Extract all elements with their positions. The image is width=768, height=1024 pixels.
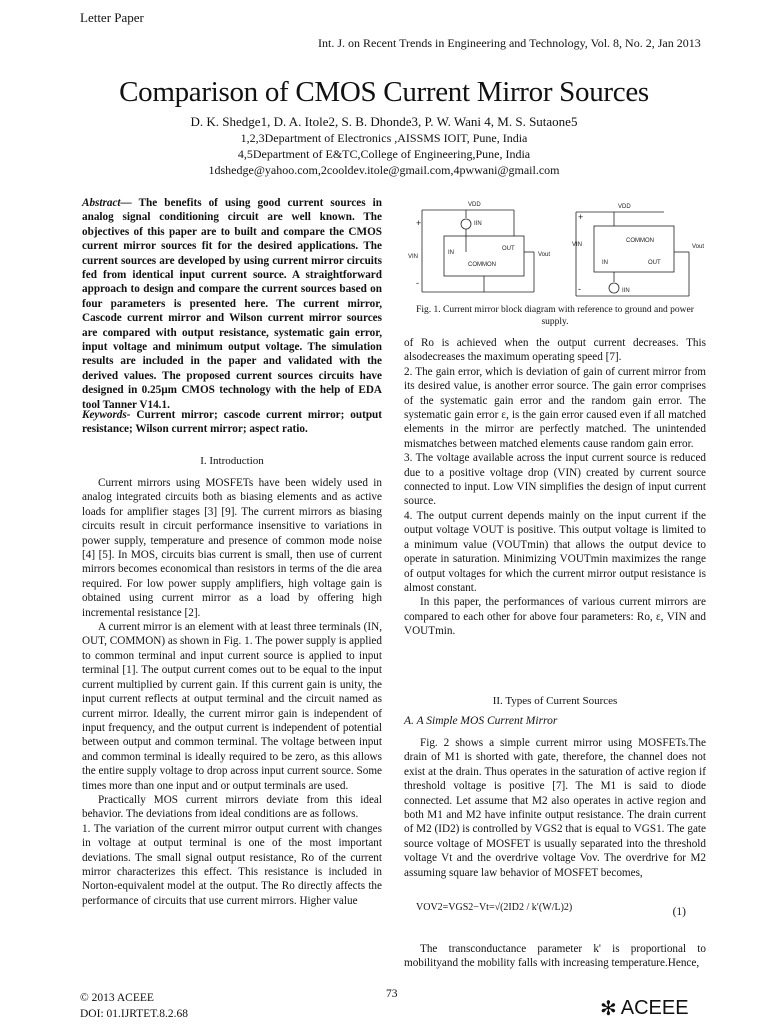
fig1-common-label-left: COMMON [468, 262, 496, 268]
fig1-vin-label-left: VIN [408, 254, 419, 260]
deviation-item-4: 4. The output current depends mainly on the input current if the output voltage VOUT is positive. This output voltage is limited to a minimum value (VOUTmin) that allows the output device to operate in saturation. Minimizing VOUTmin maximizes the range of output voltages for which the current mirror output resistance is almost constant. [404, 509, 706, 594]
fig1-in-label-right: IN [602, 260, 608, 266]
fig1-vout-label-left: Vout [538, 252, 551, 258]
fig1-minus-right: - [578, 284, 581, 294]
deviation-item-2: 2. The gain error, which is deviation of gain of current mirror from its desired value, is another error source. The gain error comprises of the systematic gain error and the random gain error. The systematic gain error ε, is the gain error caused even if all matched elements in the mirror are perfectly matched. The unintended mismatches between matched elements cause random gain error. [404, 365, 706, 450]
affiliation-2: 4,5Department of E&TC,College of Engineering,Pune, India [237, 147, 531, 161]
fig1-iin-label-left: IIN [474, 221, 482, 227]
author-emails: 1dshedge@yahoo.com,2cooldev.itole@gmail.com,4pwwani@gmail.com [208, 163, 560, 177]
transconductance-paragraph [404, 942, 706, 971]
introduction-body [82, 476, 382, 908]
paper-title: Comparison of CMOS Current Mirror Sources [119, 76, 649, 108]
aceee-logo-text: ACEEE [620, 997, 689, 1019]
simple-mirror-paragraph-2: The transconductance parameter k' is proportional to mobilityand the mobility falls with increasing temperature.Hence, [404, 943, 706, 970]
intro-paragraph-1: Current mirrors using MOSFETs have been widely used in analog integrated circuits both as biasing elements and as active loads for amplifier stages [3] [9]. The current mirrors as biasing circuits result in circuit performance insensitive to variations in power supply, temperature and presence of common mode noise [4] [5]. In MOS, circuits bias current is small, then use of current mirrors becomes economical than resistors in terms of the die area required. For low power supply amplifiers, high voltage gain is obtained using current mirror as a load by offering high incremental resistance [2]. [82, 477, 382, 619]
equation-1-expression: VOV2=VGS2−Vt=√(2ID2 / k′(W/L)2) [416, 902, 573, 913]
abstract [82, 196, 382, 412]
fig1-common-label-right: COMMON [626, 238, 654, 244]
figure-1 [404, 196, 706, 300]
intro-paragraph-2: A current mirror is an element with at least three terminals (IN, OUT, COMMON) as shown in Fig. 1. The power supply is applied to common terminal and input current source is applied to input terminal [1]. The output current comes out to be equal to the input current multiplied by current gain. If this current gain is unity, the input current reflects at output terminal and the circuit named as current mirror. Ideally, the current mirror gain is independent of input frequency, and the output current is independent of potential between output and common terminal. The voltage between input and common terminal is ideally required to be zero, as this allows the entire supply voltage to drop across input current source. Some times more than one input and or output terminals are used. [82, 621, 382, 792]
aceee-star-icon: ✻ [600, 998, 617, 1020]
fig1-in-label-left: IN [448, 250, 454, 256]
fig1-minus-left: - [416, 278, 419, 288]
section-heading-types: II. Types of Current Sources [492, 695, 618, 707]
affiliation-1: 1,2,3Department of Electronics ,AISSMS IOIT, Pune, India [240, 131, 528, 145]
current-mirror-block-diagrams [404, 196, 706, 300]
keywords [82, 408, 382, 437]
equation-1 [416, 902, 706, 918]
letter-paper-label: Letter Paper [80, 10, 144, 25]
fig1-vin-label-right: VIN [572, 242, 583, 248]
keywords-lead: Keywords- [82, 409, 131, 421]
simple-mirror-body [404, 736, 706, 880]
deviation-item-1: 1. The variation of the current mirror output current with changes in voltage at output terminal is one of the most important deviations. The small signal output resistance, Ro of the current mirror characterizes this effect. This resistance is included in Norton-equivalent model at the output. The Ro directly affects the performance of circuits that use current mirrors. Higher value [82, 822, 382, 907]
fig1-out-label-right: OUT [648, 260, 661, 266]
right-column-body [404, 336, 706, 639]
comparison-paragraph: In this paper, the performances of various current mirrors are compared to each other for above four parameters: Ro, ε, VIN and VOUTmin. [404, 596, 706, 638]
fig1-plus-right: + [578, 212, 584, 222]
journal-citation: Int. J. on Recent Trends in Engineering and Technology, Vol. 8, No. 2, Jan 2013 [318, 36, 701, 50]
figure-1-caption: Fig. 1. Current mirror block diagram with reference to ground and power supply. [416, 305, 694, 327]
equation-1-number: (1) [672, 906, 686, 918]
aceee-logo [600, 996, 689, 1021]
keywords-text: Current mirror; cascode current mirror; output resistance; Wilson current mirror; aspect ratio. [82, 409, 382, 436]
fig1-plus-left: + [416, 218, 422, 228]
fig1-vout-label-right: Vout [692, 244, 705, 250]
simple-mirror-paragraph-1: Fig. 2 shows a simple current mirror using MOSFETs.The drain of M1 is shorted with gate, therefore, the channel does not exist at the drain. Thus operates in the saturation of active region if threshold voltage is positive [7]. The M1 is said to diode connected. Let assume that M2 also operates in active region and both M1 and M2 have infinite output resistance. The drain current of M2 (ID2) is controlled by VGS2 that is equal to VGS1. The gate source voltage of MOSFET is usually separated into the threshold voltage Vt and the overdrive voltage Vov. The overdrive for M2 assuming square law behavior of MOSFET becomes, [404, 737, 706, 879]
deviation-item-3: 3. The voltage available across the input current source is reduced due to a positive voltage drop (VIN) created by current source connected to input. Low VIN simplifies the design of input current source. [404, 452, 706, 508]
fig1-out-label-left: OUT [502, 246, 515, 252]
copyright: © 2013 ACEEE [80, 992, 154, 1004]
fig1-vdd-label-left: VDD [468, 202, 481, 208]
paper-authors: D. K. Shedge1, D. A. Itole2, S. B. Dhonde3, P. W. Wani 4, M. S. Sutaone5 [190, 114, 578, 129]
subsection-heading-simple-mirror: A. A Simple MOS Current Mirror [404, 715, 558, 727]
abstract-lead: Abstract— [82, 197, 132, 209]
abstract-text: The benefits of using good current sources in analog signal conditioning circuit are well known. The objectives of this paper are to built and compare the CMOS current mirror sources fit for the desired applications. The current sources are developed by using current mirror circuits fed from identical input current source. A straightforward approach to design and compare the current sources based on four parameters is presented here. The current mirror, Cascode current mirror and Wilson current mirror sources are compared with output resistance, systematic gain error, input voltage and minimum output voltage. The simulation results are included in the paper and validated with the derived values. The proposed current sources circuits have designed in 0.25µm CMOS technology with the help of EDA tool Tanner V14.1. [82, 197, 382, 411]
fig1-vdd-label-right: VDD [618, 204, 631, 210]
doi: DOI: 01.IJRTET.8.2.68 [80, 1008, 189, 1020]
fig1-iin-label-right: IIN [622, 288, 630, 294]
deviation-item-1-cont: of Ro is achieved when the output current decreases. This alsodecreases the maximum operating speed [7]. [404, 337, 706, 364]
section-heading-introduction: I. Introduction [200, 455, 264, 467]
intro-paragraph-3: Practically MOS current mirrors deviate from this ideal behavior. The deviations from ideal conditions are as follows. [82, 793, 382, 821]
page-number: 73 [386, 988, 398, 1000]
